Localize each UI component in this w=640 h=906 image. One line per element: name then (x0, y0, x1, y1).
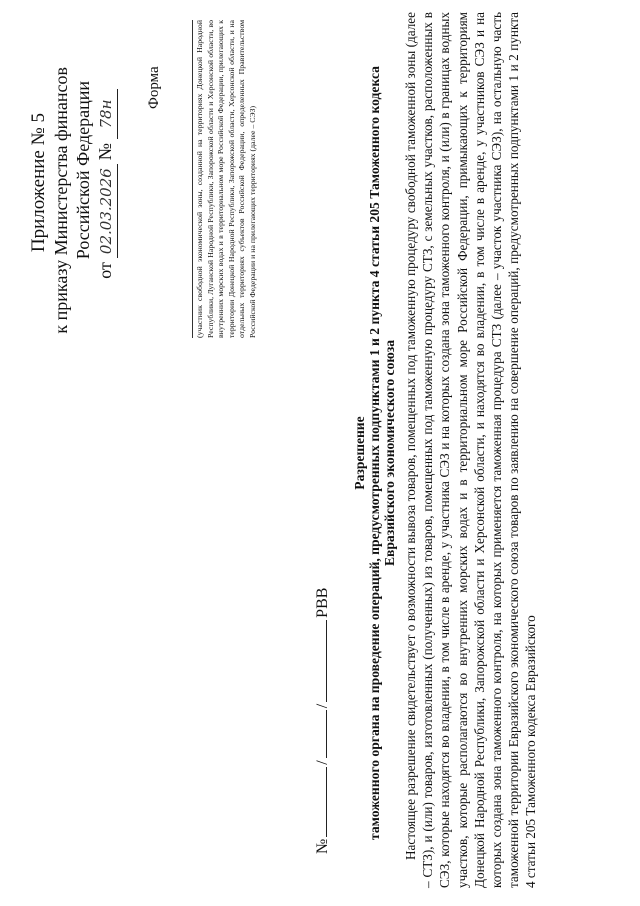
title-line-3: Евразийского экономического союза (382, 339, 397, 567)
number-sign: № (314, 838, 331, 854)
participant-note: (участник свободной экономической зоны, созданной на территориях Донецкой Народной Республики, Луганской Народной Республики, Запорожской области и Херсонской области, во внутренних морских водах и в территориальном море Российской Федерации, прилегающих к территории Донецкой Народной Республики, Запорожской области, Херсонской области, и на отдельных территориях субъектов Российской Федерации, определенных Правительством Российской Федерации и на прилегающих территориях (далее – СЭЗ) (192, 20, 259, 338)
number-separator-1: / (314, 760, 331, 765)
appendix-country-line: Российской Федерации (73, 81, 93, 260)
handwritten-date: 02.03.2026 (95, 164, 118, 258)
number-blank-3 (312, 620, 327, 702)
permit-number-line (312, 588, 332, 854)
appendix-date-line (94, 89, 118, 279)
number-blank-2 (312, 710, 327, 758)
appendix-order-line: к приказу Министерства финансов (51, 67, 71, 334)
title-line-2: таможенного органа на проведение операций, предусмотренных подпунктами 1 и 2 пункта 4 статьи 205 Таможенного кодекса (367, 66, 382, 840)
number-separator-2: / (314, 703, 331, 709)
handwritten-order-number: 78н (95, 89, 118, 139)
form-label: Форма (146, 66, 162, 109)
date-prefix: от (95, 262, 115, 279)
body-paragraph: Настоящее разрешение свидетельствует о возможности вывоза товаров, помещенных под таможенную процедуру свободной таможенной зоны (далее – СТЗ), и (или) товаров, изготовленных (полученных) из товаров, помещенных под таможенную процедуру СТЗ, с земельных участков, расположенных в СЭЗ, которые находятся во владении, в том числе в аренде, у участника СЭЗ и на которых создана зона таможенного контроля, и (или) в границах водных участков, которые располагаются во внутренних морских водах и в территориальном море Российской Федерации, примыкающих к территориям Донецкой Народной Республики, Запорожской области и Херсонской области, и находятся во владении, в том числе в аренде, у участников СЭЗ и на которых создана зона таможенного контроля, на которых применяется таможенная процедура СТЗ (далее – участок участника СЭЗ), на остальную часть таможенной территории Евразийского экономического союза товаров по заявлению на совершение операций, предусмотренных подпунктами 1 и 2 пункта 4 статьи 205 Таможенного кодекса Евразийского (403, 12, 539, 888)
document-title (352, 0, 397, 906)
number-suffix: PBB (314, 587, 331, 618)
number-blank-1 (312, 767, 327, 837)
title-line-1: Разрешение (352, 416, 367, 490)
number-label: № (95, 143, 115, 161)
appendix-title: Приложение № 5 (28, 113, 49, 253)
